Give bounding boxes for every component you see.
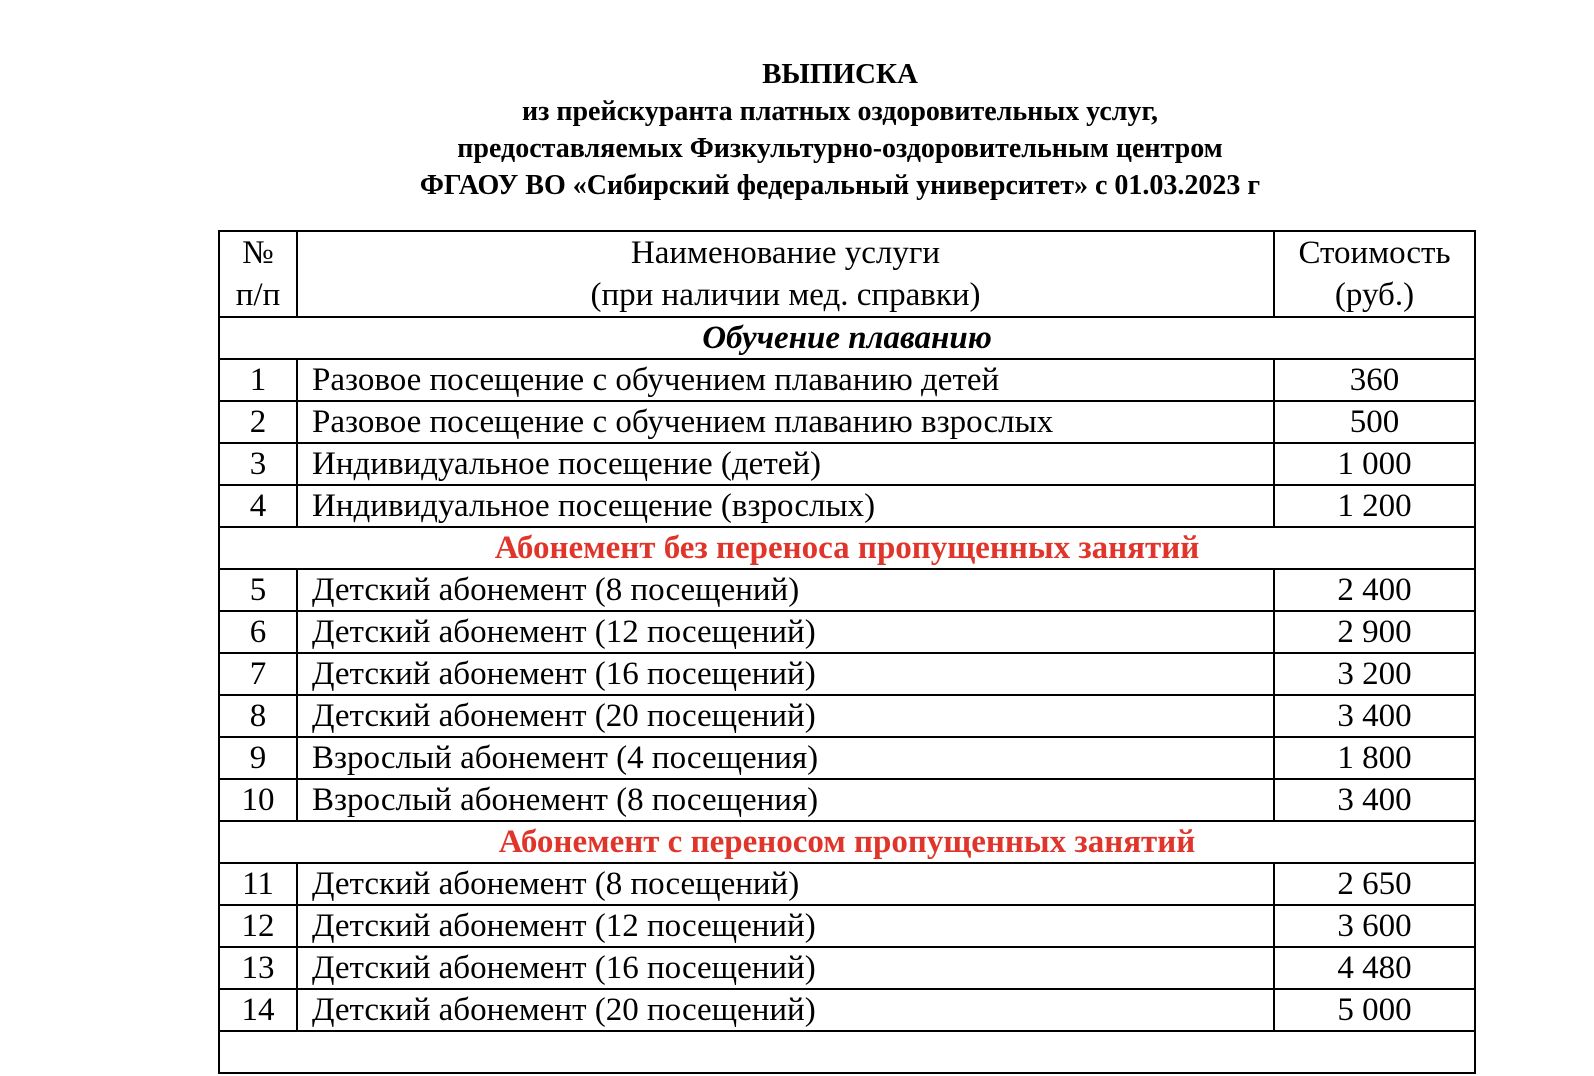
service-price: 2 650 (1274, 863, 1475, 905)
service-price: 3 400 (1274, 779, 1475, 821)
header-line-3: ФГАОУ ВО «Сибирский федеральный университет» с 01.03.2023 г (419, 170, 1261, 201)
section-row (219, 821, 1475, 863)
service-price: 3 200 (1274, 653, 1475, 695)
service-name: Детский абонемент (16 посещений) (297, 947, 1274, 989)
table-row (219, 401, 1475, 443)
row-number: 4 (219, 485, 297, 527)
table-row (219, 569, 1475, 611)
col-header-number-line2: п/п (235, 277, 281, 313)
row-number: 2 (219, 401, 297, 443)
row-number: 6 (219, 611, 297, 653)
service-name: Взрослый абонемент (4 посещения) (297, 737, 1274, 779)
service-name: Детский абонемент (16 посещений) (297, 653, 1274, 695)
service-name: Взрослый абонемент (8 посещения) (297, 779, 1274, 821)
service-price: 360 (1274, 359, 1475, 401)
row-number: 9 (219, 737, 297, 779)
table-row (219, 989, 1475, 1031)
col-header-price-line1: Стоимость (1298, 235, 1451, 271)
header-line-2: предоставляемых Физкультурно-оздоровительным центром (457, 133, 1223, 164)
table-cell-empty (219, 1031, 1475, 1073)
row-number: 11 (219, 863, 297, 905)
table-body (219, 317, 1475, 1073)
table-row (219, 947, 1475, 989)
table-row (219, 611, 1475, 653)
col-header-price-line2: (руб.) (1334, 277, 1415, 313)
row-number: 12 (219, 905, 297, 947)
service-price: 5 000 (1274, 989, 1475, 1031)
service-name: Разовое посещение с обучением плаванию взрослых (297, 401, 1274, 443)
col-header-price (1274, 231, 1475, 317)
service-name: Детский абонемент (20 посещений) (297, 695, 1274, 737)
header-line-1: из прейскуранта платных оздоровительных услуг, (521, 96, 1159, 127)
table-row (219, 737, 1475, 779)
row-number: 7 (219, 653, 297, 695)
table-row (219, 905, 1475, 947)
document-title: ВЫПИСКА (762, 58, 918, 90)
row-number: 10 (219, 779, 297, 821)
service-name: Индивидуальное посещение (детей) (297, 443, 1274, 485)
row-number: 3 (219, 443, 297, 485)
col-header-name-line2: (при наличии мед. справки) (590, 277, 981, 313)
service-name: Индивидуальное посещение (взрослых) (297, 485, 1274, 527)
document-header (0, 56, 1594, 204)
section-row (219, 317, 1475, 359)
table-row (219, 443, 1475, 485)
row-number: 5 (219, 569, 297, 611)
section-title: Обучение плаванию (219, 317, 1475, 359)
table-header-row (219, 231, 1475, 317)
service-price: 3 400 (1274, 695, 1475, 737)
table-row (219, 485, 1475, 527)
service-name: Детский абонемент (20 посещений) (297, 989, 1274, 1031)
service-price: 1 000 (1274, 443, 1475, 485)
service-name: Детский абонемент (12 посещений) (297, 905, 1274, 947)
service-name: Детский абонемент (8 посещений) (297, 863, 1274, 905)
service-price: 2 400 (1274, 569, 1475, 611)
row-number: 14 (219, 989, 297, 1031)
section-title: Абонемент без переноса пропущенных занятий (219, 527, 1475, 569)
col-header-name (297, 231, 1274, 317)
section-title: Абонемент с переносом пропущенных занятий (219, 821, 1475, 863)
table-row (219, 653, 1475, 695)
table-row-partial (219, 1031, 1475, 1073)
table-row (219, 863, 1475, 905)
service-price: 3 600 (1274, 905, 1475, 947)
table-row (219, 359, 1475, 401)
service-name: Детский абонемент (8 посещений) (297, 569, 1274, 611)
col-header-number-line1: № (242, 235, 274, 271)
service-price: 2 900 (1274, 611, 1475, 653)
row-number: 8 (219, 695, 297, 737)
col-header-number (219, 231, 297, 317)
row-number: 13 (219, 947, 297, 989)
service-name: Детский абонемент (12 посещений) (297, 611, 1274, 653)
table-row (219, 779, 1475, 821)
service-price: 1 800 (1274, 737, 1475, 779)
service-price: 500 (1274, 401, 1475, 443)
service-price: 1 200 (1274, 485, 1475, 527)
col-header-name-line1: Наименование услуги (630, 235, 941, 271)
service-price: 4 480 (1274, 947, 1475, 989)
table-row (219, 695, 1475, 737)
price-table (218, 230, 1476, 1074)
row-number: 1 (219, 359, 297, 401)
service-name: Разовое посещение с обучением плаванию детей (297, 359, 1274, 401)
section-row (219, 527, 1475, 569)
